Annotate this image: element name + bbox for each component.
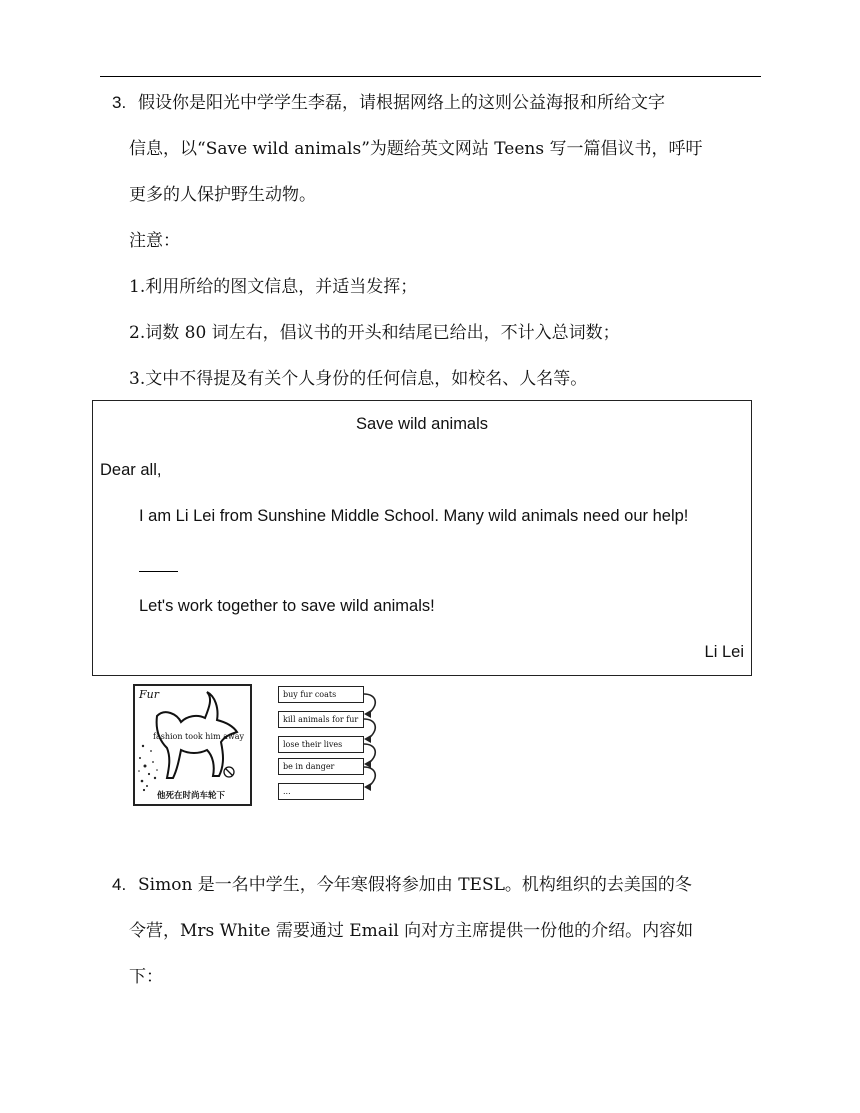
note-item: 2.词数 80 词左右，倡议书的开头和结尾已给出，不计入总词数； <box>129 323 620 343</box>
prompt-line: 更多的人保护野生动物。 <box>129 185 316 205</box>
letter-title: Save wild animals <box>355 415 489 433</box>
flow-step: ... <box>278 783 364 800</box>
prompt-line: 令营，Mrs White 需要通过 Email 向对方主席提供一份他的介绍。内容如 <box>129 921 694 941</box>
flow-step: lose their lives <box>278 736 364 753</box>
flow-step: kill animals for fur <box>278 711 364 728</box>
note-item: 3.文中不得提及有关个人身份的任何信息，如校名、人名等。 <box>129 369 588 389</box>
no-symbol-icon <box>222 765 236 779</box>
note-item: 1.利用所给的图文信息，并适当发挥； <box>129 277 418 297</box>
question-number: 3. <box>112 93 127 112</box>
header-rule <box>100 76 761 77</box>
note-label: 注意： <box>129 231 180 251</box>
letter-box <box>92 400 752 676</box>
answer-blank-line <box>139 571 178 572</box>
question-number: 4. <box>112 875 127 894</box>
flow-step: buy fur coats <box>278 686 364 703</box>
letter-greeting: Dear all, <box>100 461 162 479</box>
prompt-line: 下： <box>129 967 163 987</box>
letter-signature: Li Lei <box>704 643 744 661</box>
prompt-line: Simon 是一名中学生，今年寒假将参加由 TESL。机构组织的去美国的冬 <box>138 875 692 895</box>
curved-arrow-icon <box>360 682 390 806</box>
prompt-line: 信息，以“Save wild animals”为题给英文网站 Teens 写一篇倡议书，呼吁 <box>129 139 703 159</box>
flow-step: be in danger <box>278 758 364 775</box>
letter-closing: Let's work together to save wild animals! <box>139 597 435 615</box>
fur-cycle-flow <box>272 682 394 806</box>
prompt-line: 假设你是阳光中学学生李磊，请根据网络上的这则公益海报和所给文字 <box>138 93 665 113</box>
poster-caption-en: fashion took him away <box>153 732 245 741</box>
poster-image <box>133 684 252 806</box>
poster-caption-cn: 他死在时尚车轮下 <box>157 791 226 801</box>
letter-opening: I am Li Lei from Sunshine Middle School. Many wild animals need our help! <box>139 507 689 525</box>
fur-label: Fur <box>139 688 159 701</box>
